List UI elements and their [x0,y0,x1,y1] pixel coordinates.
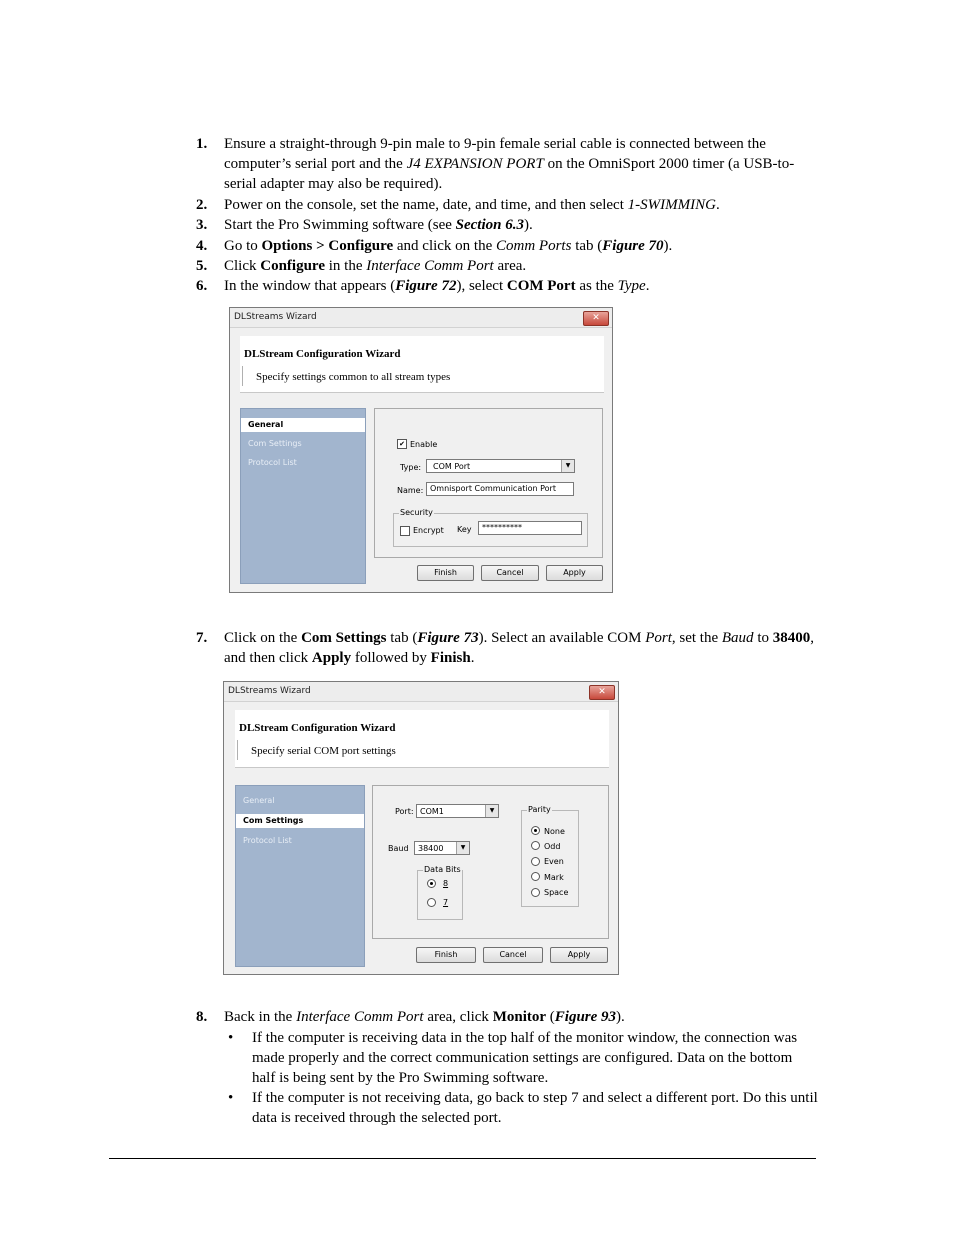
list-item [228,1028,818,1089]
encrypt-checkbox[interactable] [400,526,410,536]
parity-odd-radio[interactable] [531,841,540,850]
step-number: 5. [196,258,208,274]
step-text: Back in the Interface Comm Port area, click Monitor (Figure 93). [224,1009,625,1025]
encrypt-label: Encrypt [413,526,444,535]
step-3 [196,215,816,235]
parity-label: Parity [528,805,551,814]
wizard-nav [235,785,365,967]
type-label: Type: [400,463,422,472]
security-group [393,508,588,547]
step-text: Power on the console, set the name, date, and time, and then select 1-SWIMMING. [224,197,720,213]
cancel-button[interactable]: Cancel [481,565,539,581]
parity-none-label: None [544,827,565,836]
bullet-text: If the computer is receiving data in the top half of the monitor window, the connection was made properly and the correct communication settings are configured. Data on the bottom half is being sent by the Pro Swimming software. [252,1030,798,1087]
step-text: Click Configure in the Interface Comm Port area. [224,258,527,274]
name-input[interactable]: Omnisport Communication Port [426,482,574,496]
data-bits-7-radio[interactable] [427,898,436,907]
data-bits-8-radio[interactable] [427,879,436,888]
wizard-nav [240,408,366,584]
window-title: DLStreams Wizard [228,686,311,696]
chevron-down-icon[interactable]: ▼ [456,842,469,854]
step-number: 4. [196,238,208,254]
key-label: Key [457,525,472,534]
step-1 [196,134,816,195]
baud-label: Baud [388,844,409,853]
baud-select-value: 38400 [418,844,444,853]
nav-item-com-settings[interactable]: Com Settings [248,439,302,448]
data-bits-label: Data Bits [424,865,461,874]
step-text: Start the Pro Swimming software (see Section 6.3). [224,217,533,233]
parity-mark-label: Mark [544,873,564,882]
chevron-down-icon[interactable]: ▼ [485,805,498,817]
finish-button[interactable]: Finish [416,947,476,963]
enable-checkbox[interactable]: ✔ [397,439,407,449]
parity-even-label: Even [544,857,564,866]
bullet-symbol: • [228,1090,234,1106]
step-number: 7. [196,630,208,646]
parity-none-radio[interactable] [531,826,540,835]
type-select[interactable] [426,459,575,473]
wizard-subtitle: Specify settings common to all stream types [256,371,451,383]
type-select-value: COM Port [433,462,471,471]
step-5 [196,256,816,276]
nav-item-com-settings[interactable]: Com Settings [236,814,364,828]
parity-odd-label: Odd [544,842,561,851]
wizard-header [235,710,609,768]
apply-button[interactable]: Apply [546,565,603,581]
enable-label: Enable [410,440,438,449]
wizard-subtitle: Specify serial COM port settings [251,745,396,757]
step-2 [196,195,816,215]
close-button[interactable]: ✕ [589,685,615,700]
wizard-header [240,336,604,393]
step-number: 8. [196,1009,208,1025]
footer-rule [109,1158,816,1159]
title-bar [224,682,618,702]
parity-space-radio[interactable] [531,888,540,897]
name-label: Name: [397,486,424,495]
parity-group [521,805,579,907]
security-group-label: Security [400,508,433,517]
chevron-down-icon[interactable]: ▼ [561,460,574,472]
data-bits-7-label: 7 [443,898,449,907]
title-bar [230,308,612,328]
general-settings-panel [374,408,603,558]
port-select-value: COM1 [420,807,444,816]
key-input[interactable]: ********** [478,521,582,535]
nav-item-protocol-list[interactable]: Protocol List [243,836,292,845]
list-item [228,1088,818,1128]
step-7 [196,628,816,668]
nav-item-protocol-list[interactable]: Protocol List [248,458,297,467]
parity-even-radio[interactable] [531,857,540,866]
wizard-title: DLStream Configuration Wizard [244,348,401,360]
step-text: Click on the Com Settings tab (Figure 73). Select an available COM Port, set the Baud to 38400, and then click Apply followed by Finish. [224,630,814,667]
port-select[interactable] [416,804,499,818]
parity-mark-radio[interactable] [531,872,540,881]
wizard-title: DLStream Configuration Wizard [239,722,396,734]
close-button[interactable]: ✕ [583,311,609,326]
step-8 [196,1007,816,1027]
dlstreams-wizard-com-settings-dialog [223,681,619,975]
step-text: Go to Options > Configure and click on the Comm Ports tab (Figure 70). [224,238,673,254]
dlstreams-wizard-general-dialog [229,307,613,593]
step-number: 3. [196,217,208,233]
cancel-button[interactable]: Cancel [483,947,543,963]
nav-item-general[interactable]: General [241,418,365,432]
step-text: Ensure a straight-through 9-pin male to 9-pin female serial cable is connected between the computer’s serial port and the J4 EXPANSION PORT on the OmniSport 2000 timer (a USB-to-serial adapter may also be required). [224,136,795,193]
nav-item-general[interactable]: General [243,796,275,805]
bullet-symbol: • [228,1030,234,1046]
step-number: 1. [196,136,208,152]
baud-select[interactable] [414,841,470,855]
step-number: 2. [196,197,208,213]
port-label: Port: [395,807,414,816]
finish-button[interactable]: Finish [417,565,474,581]
step-6 [196,276,816,296]
step-text: In the window that appears (Figure 72), select COM Port as the Type. [224,278,650,294]
data-bits-8-label: 8 [443,879,449,888]
step-4 [196,236,816,256]
com-settings-panel [372,785,609,939]
apply-button[interactable]: Apply [550,947,608,963]
data-bits-group [417,865,463,920]
step-number: 6. [196,278,208,294]
bullet-text: If the computer is not receiving data, go back to step 7 and select a different port. Do this until data is received through the selected port. [252,1090,818,1127]
window-title: DLStreams Wizard [234,312,317,322]
parity-space-label: Space [544,888,569,897]
